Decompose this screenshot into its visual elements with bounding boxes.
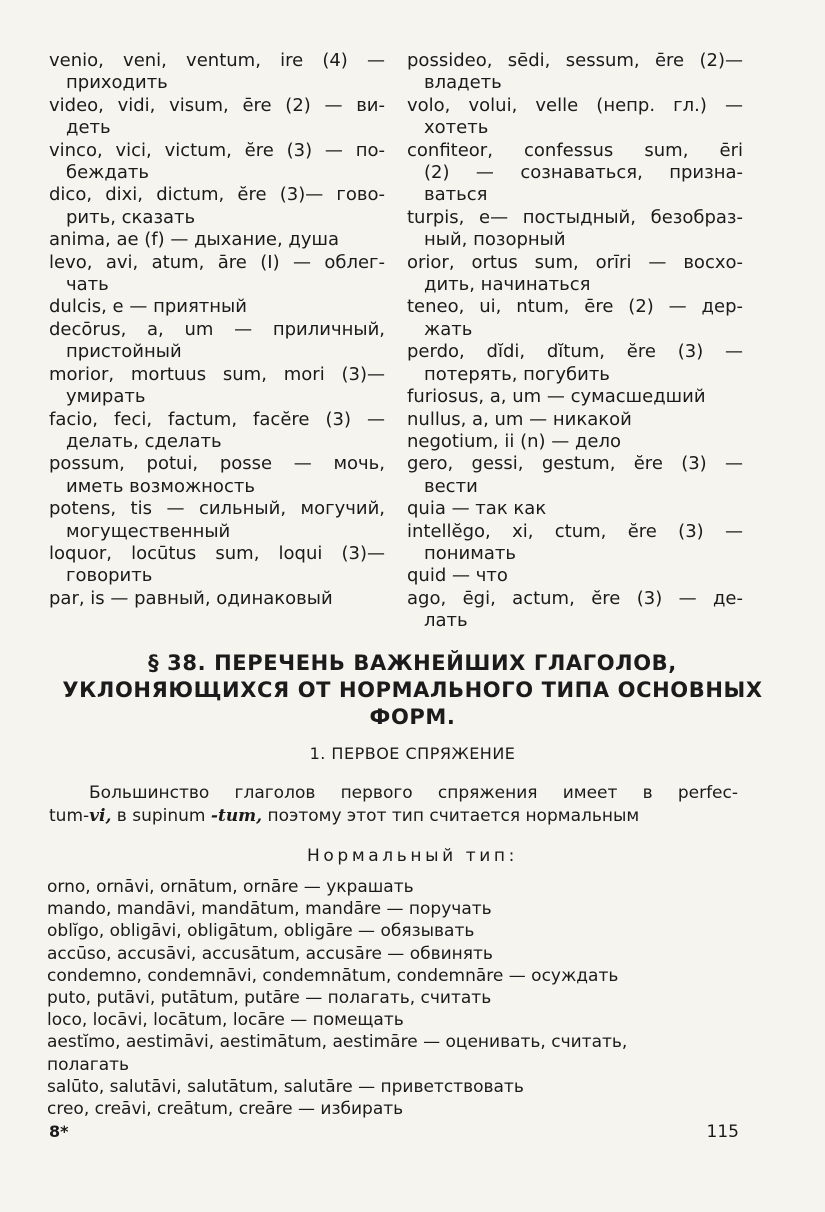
vocab-entry (407, 95, 743, 140)
vocab-entry (49, 588, 385, 610)
vocab-entry-head: possideo, sēdi, sessum, ēre (2)— (407, 50, 743, 71)
vocab-entry-head: nullus, a, um — никакой (407, 408, 632, 430)
normal-type-heading: Нормальный тип: (307, 846, 518, 866)
vocab-entry (407, 521, 743, 566)
vocab-entry (49, 319, 385, 364)
vocab-entry (407, 588, 743, 633)
vocab-entry-head: video, vidi, visum, ēre (2) — ви- (49, 94, 385, 116)
vocab-entry (407, 140, 743, 207)
vocab-entry-head: intellĕgo, xi, ctum, ĕre (3) — (407, 520, 743, 542)
vocab-entry-head: dico, dixi, dictum, ĕre (3)— гово- (49, 184, 385, 206)
vocab-entry-continuation: могущественный (66, 520, 231, 542)
vocab-entry-continuation: жать (424, 318, 473, 340)
vocab-entry-continuation: вести (424, 475, 478, 497)
vocab-entry (407, 50, 743, 95)
vocab-entry-continuation: потерять, погубить (424, 363, 610, 385)
vocab-entry (49, 140, 385, 185)
vocab-entry-head: possum, potui, posse — мочь, (49, 453, 385, 475)
verb-list (47, 876, 740, 1120)
vocab-entry-continuation: пристойный (66, 341, 182, 363)
vocab-entry-head: facio, feci, factum, facĕre (3) — (49, 408, 385, 430)
vocab-entry (49, 453, 385, 498)
vocab-entry-continuation: владеть (424, 72, 502, 94)
vocab-entry-head: quia — так как (407, 498, 547, 520)
vocab-entry (49, 543, 385, 588)
verb-line: condemno, condemnāvi, condemnātum, condemnāre — осуждать (47, 965, 619, 986)
vocab-entry-continuation: рить, сказать (66, 206, 196, 228)
vocab-entry-continuation: приходить (66, 72, 168, 94)
page-number: 115 (706, 1122, 739, 1142)
vocab-entry-continuation: делать, сделать (66, 430, 222, 452)
vocab-entry (49, 229, 385, 251)
vocab-entry-continuation: понимать (424, 542, 516, 564)
vocab-entry (407, 296, 743, 341)
vocab-entry (407, 252, 743, 297)
vocab-entry-head: teneo, ui, ntum, ēre (2) — дер- (407, 296, 743, 318)
verb-line: puto, putāvi, putātum, putāre — полагать, считать (47, 988, 492, 1009)
vocab-entry (49, 252, 385, 297)
vocab-entry-head: levo, avi, atum, āre (I) — облег- (49, 251, 385, 273)
vocab-column-right (407, 50, 743, 633)
vocab-entry-continuation: деть (66, 117, 111, 139)
vocab-entry-head: anima, ae (f) — дыхание, душа (49, 229, 340, 251)
verb-line: loco, locāvi, locātum, locāre — помещать (47, 1010, 404, 1031)
vocab-entry-head: furiosus, a, um — сумасшедший (407, 386, 706, 408)
vocab-entry-continuation: чать (66, 274, 109, 296)
vocab-entry-head: perdo, dĭdi, dĭtum, ĕre (3) — (407, 341, 743, 363)
vocab-entry-head: ago, ēgi, actum, ĕre (3) — де- (407, 587, 743, 609)
vocab-entry (49, 498, 385, 543)
intro-paragraph (49, 782, 738, 828)
verb-line: oblĭgo, obligāvi, obligātum, obligāre — обязывать (47, 921, 475, 942)
vocab-entry-head: loquor, locūtus sum, loqui (3)— (49, 542, 385, 564)
verb-line: accūso, accusāvi, accusātum, accusāre — обвинять (47, 943, 493, 964)
vocab-entry-continuation: умирать (66, 386, 146, 408)
vocab-entry-head: dulcis, e — приятный (49, 296, 247, 318)
vocab-entry-continuation: лать (424, 610, 468, 632)
vocab-entry-head: quid — что (407, 565, 508, 587)
vocab-entry (49, 184, 385, 229)
vocab-entry-continuation: хотеть (424, 117, 489, 139)
vocab-entry (407, 431, 743, 453)
vocab-entry-continuation: ный, позорный (424, 229, 566, 251)
vocab-entry-continuation: говорить (66, 565, 153, 587)
signature-mark: 8* (49, 1122, 69, 1141)
vocab-entry-head: morior, mortuus sum, mori (3)— (49, 363, 385, 385)
vocab-entry-head: vinco, vici, victum, ĕre (3) — по- (49, 139, 385, 161)
vocab-entry (407, 341, 743, 386)
vocab-entry (407, 565, 743, 587)
section-title: § 38. ПЕРЕЧЕНЬ ВАЖНЕЙШИХ ГЛАГОЛОВ, УКЛОНЯЮЩИХСЯ ОТ НОРМАЛЬНОГО ТИПА ОСНОВНЫХ ФОРМ. (62, 651, 763, 729)
verb-line: mando, mandāvi, mandātum, mandāre — поручать (47, 899, 492, 920)
vocab-entry-head: volo, volui, velle (непр. гл.) — (407, 94, 743, 116)
vocab-entry-head: potens, tis — сильный, могучий, (49, 498, 385, 520)
vocab-entry-head: venio, veni, ventum, ire (4) — (49, 50, 385, 71)
verb-line: salūto, salutāvi, salutātum, salutāre — приветствовать (47, 1076, 524, 1097)
perfectum-ending: vi, (89, 806, 112, 826)
vocab-entry (407, 386, 743, 408)
intro-line-1: Большинство глаголов первого спряжения имеет в perfec- (89, 783, 738, 803)
vocab-column-left (49, 50, 385, 610)
vocab-entry-head: par, is — равный, одинаковый (49, 587, 333, 609)
vocab-entry (407, 453, 743, 498)
vocab-entry (407, 498, 743, 520)
verb-line: полагать (47, 1054, 130, 1075)
verb-line: orno, ornāvi, ornātum, ornāre — украшать (47, 877, 414, 897)
subsection-title: 1. ПЕРВОЕ СПРЯЖЕНИЕ (309, 744, 516, 763)
vocab-entry-continuation: дить, начинаться (424, 274, 591, 296)
vocab-entry-head: negotium, ii (n) — дело (407, 430, 622, 452)
vocab-entry-continuation: беждать (66, 162, 149, 184)
vocab-entry-head: gero, gessi, gestum, ĕre (3) — (407, 453, 743, 475)
vocab-entry (49, 409, 385, 454)
verb-line: creo, creāvi, creātum, creāre — избирать (47, 1099, 404, 1120)
vocab-entry (49, 95, 385, 140)
vocab-entry-head: turpis, e— постыдный, безобраз- (407, 206, 743, 228)
vocab-entry (407, 207, 743, 252)
vocab-entry-head: decōrus, a, um — приличный, (49, 318, 385, 340)
intro-line-2: tum-vi, в supinum -tum, поэтому этот тип считается нормальным (49, 806, 640, 826)
vocab-entry-continuation: иметь возможность (66, 475, 255, 497)
vocab-entry-head: confiteor, confessus sum, ēri (407, 139, 743, 161)
vocab-entry-continuation: (2) — сознаваться, призна-ваться (424, 162, 743, 206)
vocab-entry (49, 296, 385, 318)
verb-line: aestĭmo, aestimāvi, aestimātum, aestimāre — оценивать, считать, (47, 1032, 628, 1053)
vocab-entry-head: orior, ortus sum, orīri — восхо- (407, 251, 743, 273)
vocab-entry (49, 364, 385, 409)
vocab-entry (407, 409, 743, 431)
supinum-ending: -tum, (210, 806, 263, 826)
vocab-entry (49, 50, 385, 95)
